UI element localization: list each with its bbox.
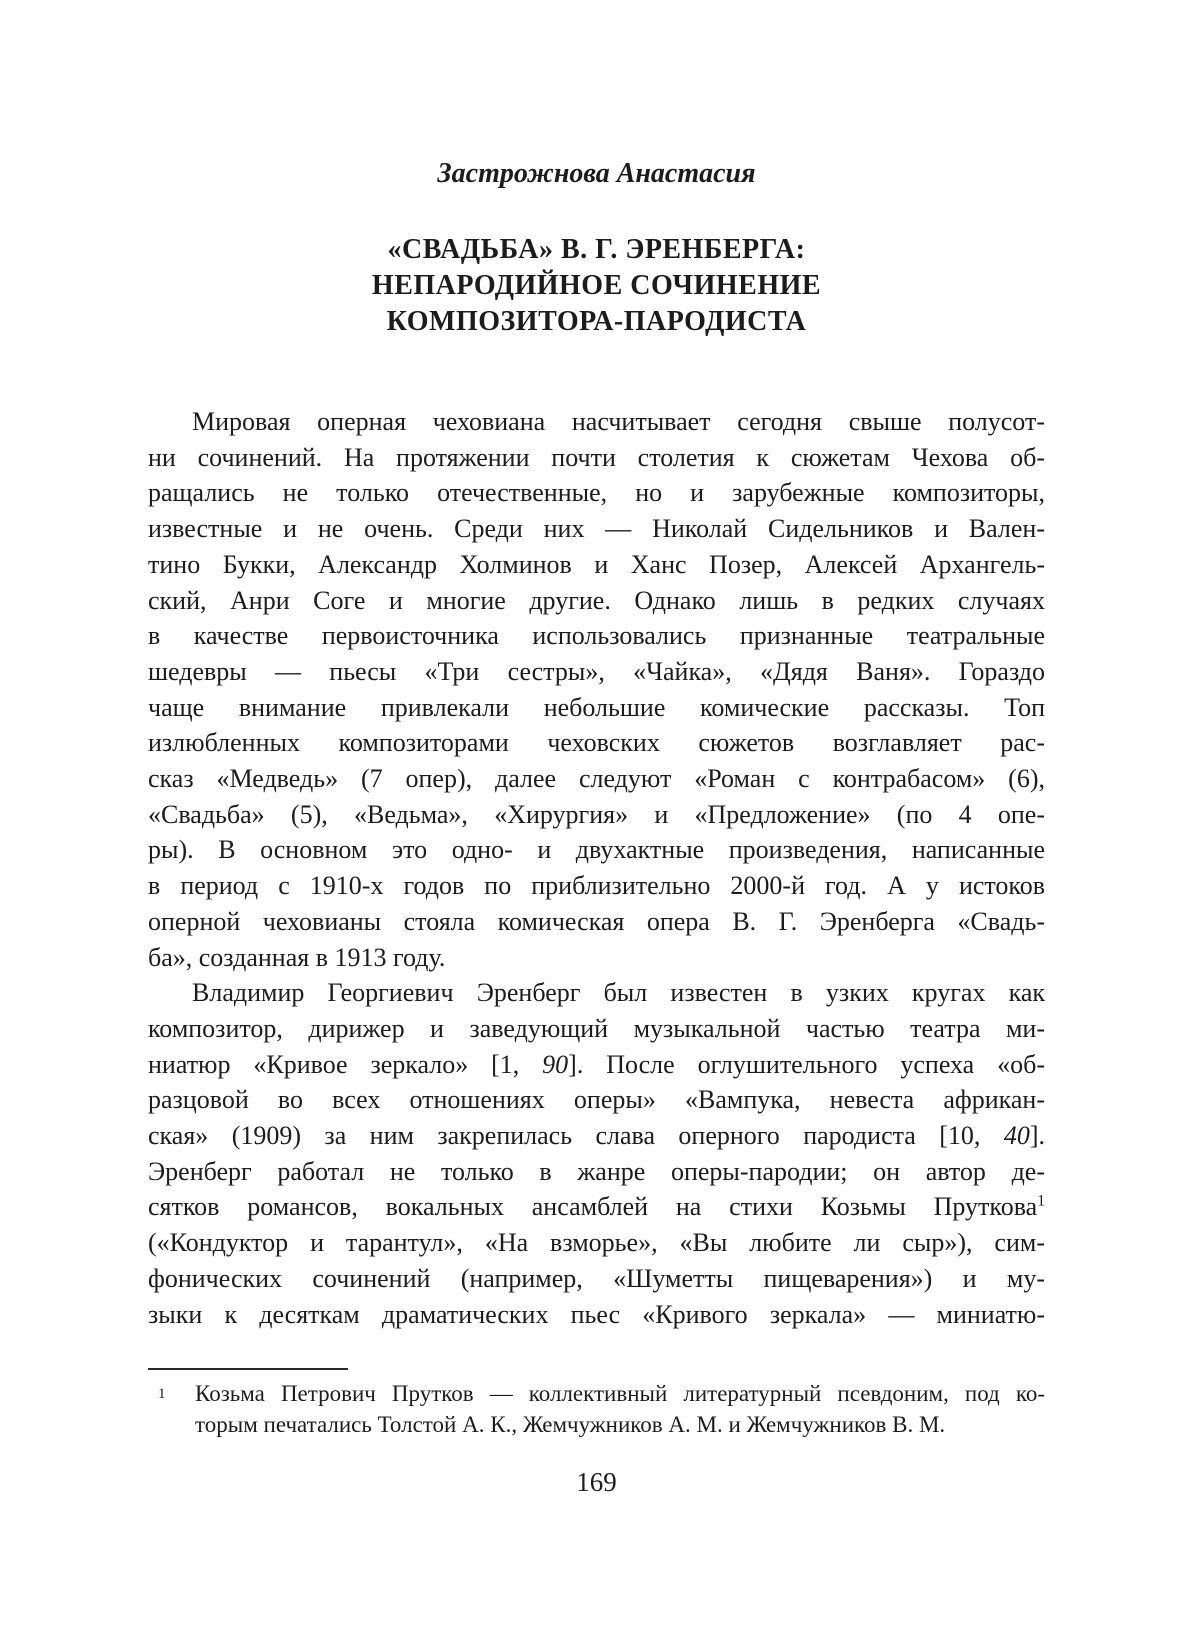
text-line <box>148 404 1045 440</box>
text-line <box>148 975 1045 1011</box>
text-segment: композитор, дирижер и заведующий музыкальной частью театра ми- <box>148 1013 1045 1043</box>
text-segment: («Кондуктор и тарантул», «На взморье», «Вы любите ли сыр»), сим- <box>148 1228 1045 1258</box>
text-segment: 90 <box>542 1049 569 1079</box>
text-line <box>148 618 1045 654</box>
text-segment: Владимир Георгиевич Эренберг был известен в узких кругах как <box>192 978 1045 1008</box>
text-line <box>148 1261 1045 1297</box>
text-segment: ниатюр «Кривое зеркало» [1, <box>148 1049 543 1079</box>
text-line <box>148 797 1045 833</box>
title-line: «СВАДЬБА» В. Г. ЭРЕНБЕРГА: <box>387 234 806 265</box>
text-line <box>148 1378 1045 1409</box>
footnote-marker: 1 <box>158 1386 166 1403</box>
article-body <box>148 404 1045 1332</box>
paragraph <box>148 404 1045 975</box>
text-segment: ба», созданная в 1913 году. <box>148 942 446 972</box>
author-name: Застрожнова Анастасия <box>437 158 756 189</box>
text-segment: торым печатались Толстой А. К., Жемчужников А. М. и Жемчужников В. М. <box>195 1412 946 1438</box>
text-segment: «Свадьба» (5), «Ведьма», «Хирургия» и «Предложение» (по 4 опе- <box>148 799 1045 829</box>
text-segment: ский, Анри Соге и многие другие. Однако лишь в редких случаях <box>148 585 1045 615</box>
text-line <box>148 1225 1045 1261</box>
text-line <box>148 868 1045 904</box>
text-line <box>148 1154 1045 1190</box>
text-line <box>148 511 1045 547</box>
text-segment: оперной чеховианы стояла комическая опера В. Г. Эренберга «Свадь- <box>148 906 1045 936</box>
text-line <box>148 547 1045 583</box>
title-line: НЕПАРОДИЙНОЕ СОЧИНЕНИЕ <box>371 270 822 301</box>
page-number: 169 <box>576 1467 617 1498</box>
text-segment: в период с 1910-х годов по приблизительно 2000-й год. А у истоков <box>148 871 1045 901</box>
text-segment: Эренберг работал не только в жанре оперы-пародии; он автор де- <box>148 1156 1045 1186</box>
text-segment: разцовой во всех отношениях оперы» «Вампука, невеста африкан- <box>148 1085 1045 1115</box>
text-line <box>148 690 1045 726</box>
text-segment: 40 <box>1003 1121 1030 1151</box>
text-line <box>148 1409 1045 1440</box>
text-segment: чаще внимание привлекали небольшие комические рассказы. Топ <box>148 692 1045 722</box>
text-line <box>148 1011 1045 1047</box>
footnote <box>148 1378 1045 1440</box>
text-line <box>148 1047 1045 1083</box>
text-line <box>148 583 1045 619</box>
text-line <box>148 1082 1045 1118</box>
article-title <box>148 232 1045 340</box>
text-segment: Мировая оперная чеховиана насчитывает сегодня свыше полусот- <box>192 407 1045 436</box>
text-line <box>148 1297 1045 1333</box>
text-segment: ращались не только отечественные, но и зарубежные композиторы, <box>148 478 1045 508</box>
text-line <box>148 761 1045 797</box>
paragraph <box>148 975 1045 1332</box>
text-segment: ры). В основном это одно- и двухактные произведения, написанные <box>148 835 1045 865</box>
footnote-reference: 1 <box>1037 1192 1045 1210</box>
text-line <box>148 1118 1045 1154</box>
text-segment: в качестве первоисточника использовались признанные театральные <box>148 621 1045 651</box>
text-segment: зыки к десяткам драматических пьес «Кривого зеркала» — миниатю- <box>148 1299 1045 1329</box>
text-line <box>148 725 1045 761</box>
text-line <box>148 904 1045 940</box>
text-line <box>148 940 1045 976</box>
footnote-divider <box>148 1368 348 1370</box>
text-segment: излюбленных композиторами чеховских сюжетов возглавляет рас- <box>148 728 1045 758</box>
text-segment: ]. <box>1029 1121 1045 1151</box>
text-segment: сказ «Медведь» (7 опер), далее следуют «Роман с контрабасом» (6), <box>148 764 1045 794</box>
text-line <box>148 1189 1045 1225</box>
text-segment: тино Букки, Александр Холминов и Ханс Позер, Алексей Архангель- <box>148 549 1045 579</box>
text-line <box>148 832 1045 868</box>
text-line <box>148 475 1045 511</box>
text-segment: ская» (1909) за ним закрепилась слава оперного пародиста [10, <box>148 1121 1004 1151</box>
text-line <box>148 440 1045 476</box>
text-segment: Козьма Петрович Прутков — коллективный литературный псевдоним, под ко- <box>195 1381 1045 1407</box>
text-segment: сятков романсов, вокальных ансамблей на стихи Козьмы Пруткова <box>148 1192 1038 1222</box>
text-segment: известные и не очень. Среди них — Николай Сидельников и Вален- <box>148 514 1045 544</box>
text-segment: ни сочинений. На протяжении почти столетия к сюжетам Чехова об- <box>148 442 1045 472</box>
text-segment: фонических сочинений (например, «Шуметты пищеварения») и му- <box>148 1263 1045 1293</box>
text-line <box>148 654 1045 690</box>
text-segment: шедевры — пьесы «Три сестры», «Чайка», «Дядя Ваня». Гораздо <box>148 656 1045 686</box>
title-line: КОМПОЗИТОРА-ПАРОДИСТА <box>386 306 807 337</box>
text-column <box>148 156 1045 1498</box>
text-segment: ]. После оглушительного успеха «об- <box>568 1049 1045 1079</box>
